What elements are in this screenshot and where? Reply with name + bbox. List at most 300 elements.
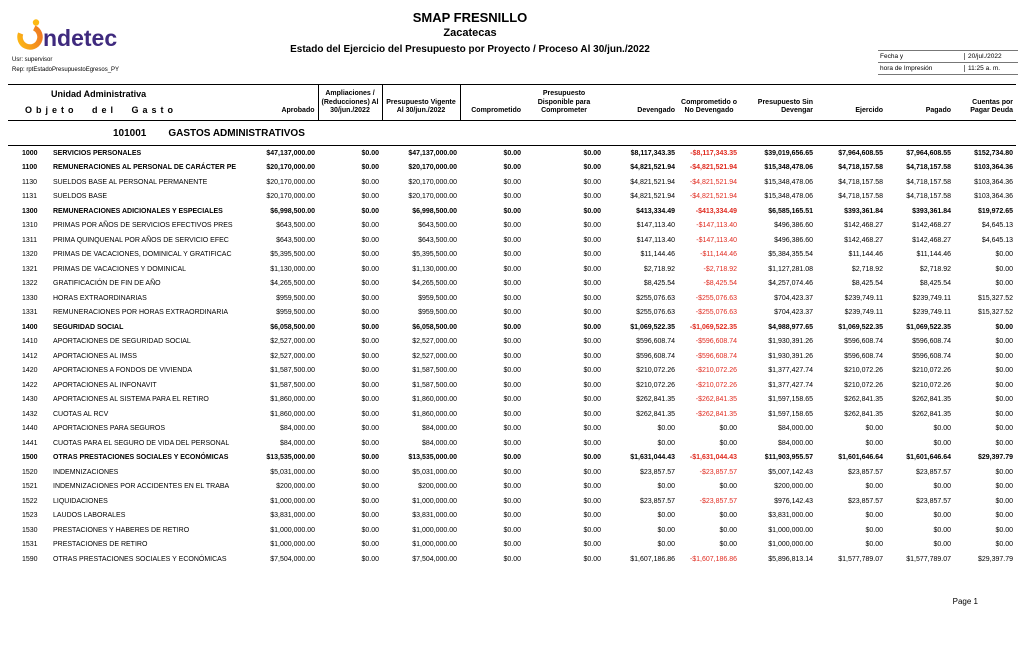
row-value: $0.00 — [995, 497, 1014, 505]
row-value: $0.00 — [361, 149, 380, 157]
row-value: $255,076.63 — [636, 294, 676, 302]
row-value: $704,423.37 — [774, 309, 814, 317]
row-value: $103,364.36 — [974, 178, 1014, 186]
row-code: 1500 — [22, 454, 38, 462]
row-code: 1441 — [22, 439, 38, 447]
row-description: OTRAS PRESTACIONES SOCIALES Y ECONÓMICAS — [53, 555, 227, 563]
row-value: $210,072.26 — [844, 367, 884, 375]
row-value: $0.00 — [995, 396, 1014, 404]
row-code: 1311 — [22, 236, 38, 244]
row-description: APORTACIONES AL SISTEMA PARA EL RETIRO — [53, 396, 209, 404]
print-time-value: 11:25 a. m. — [964, 65, 1018, 72]
row-value: $0.00 — [361, 555, 380, 563]
row-value: $1,000,000.00 — [270, 526, 316, 534]
row-value: $0.00 — [995, 526, 1014, 534]
row-value: -$8,117,343.35 — [690, 149, 738, 157]
row-value: $4,988,977.65 — [768, 323, 814, 331]
row-value: $959,500.00 — [418, 309, 458, 317]
row-value: $23,857.57 — [847, 497, 884, 505]
row-value: $3,831,000.00 — [270, 512, 316, 520]
row-value: $11,144.46 — [848, 251, 884, 259]
col-header-cuentas-por-pagar: Cuentas por Pagar Deuda — [954, 85, 1016, 121]
section-code: 101001 — [113, 127, 147, 139]
row-value: $13,535,000.00 — [408, 454, 458, 462]
row-value: $0.00 — [933, 425, 952, 433]
table-row — [8, 320, 1016, 335]
row-value: $47,137,000.00 — [408, 149, 458, 157]
row-value: $0.00 — [361, 265, 380, 273]
row-value: $20,170,000.00 — [266, 178, 316, 186]
row-value: $0.00 — [865, 439, 884, 447]
col-header-aprobado: Aprobado — [248, 85, 318, 121]
row-value: $0.00 — [583, 280, 602, 288]
row-value: $4,257,074.46 — [768, 280, 814, 288]
row-value: $1,860,000.00 — [270, 410, 316, 418]
row-value: $0.00 — [503, 207, 522, 215]
row-value: $7,964,608.55 — [906, 149, 952, 157]
row-value: $959,500.00 — [276, 309, 316, 317]
row-value: $0.00 — [361, 526, 380, 534]
row-code: 1523 — [22, 512, 38, 520]
row-value: $393,361.84 — [912, 207, 952, 215]
row-description: REMUNERACIONES ADICIONALES Y ESPECIALES — [53, 207, 223, 215]
row-value: $6,058,500.00 — [270, 323, 316, 331]
row-value: -$1,607,186.86 — [689, 555, 738, 563]
row-value: $0.00 — [503, 265, 522, 273]
row-value: -$23,857.57 — [699, 468, 738, 476]
row-value: -$210,072.26 — [695, 367, 738, 375]
row-value: $0.00 — [657, 425, 676, 433]
row-value: $2,527,000.00 — [412, 352, 458, 360]
row-value: $0.00 — [361, 251, 380, 259]
row-value: $200,000.00 — [774, 483, 814, 491]
row-value: $1,597,158.65 — [768, 410, 814, 418]
row-value: $1,000,000.00 — [412, 541, 458, 549]
row-value: $0.00 — [865, 425, 884, 433]
row-value: $20,170,000.00 — [408, 193, 458, 201]
row-code: 1530 — [22, 526, 38, 534]
row-value: $0.00 — [361, 381, 380, 389]
row-value: $210,072.26 — [912, 381, 952, 389]
row-value: -$255,076.63 — [695, 309, 738, 317]
row-value: $0.00 — [503, 164, 522, 172]
row-value: $0.00 — [503, 149, 522, 157]
row-code: 1322 — [22, 280, 38, 288]
row-value: $0.00 — [583, 454, 602, 462]
row-code: 1521 — [22, 483, 38, 491]
row-value: $2,718.92 — [643, 265, 676, 273]
row-value: $0.00 — [583, 425, 602, 433]
row-value: $596,608.74 — [636, 338, 676, 346]
row-value: $239,749.11 — [844, 309, 884, 317]
row-value: $0.00 — [503, 454, 522, 462]
row-value: $1,601,646.64 — [906, 454, 952, 462]
row-value: $23,857.57 — [639, 497, 676, 505]
table-row — [8, 233, 1016, 248]
row-description: LIQUIDACIONES — [53, 497, 108, 505]
row-value: $84,000.00 — [279, 439, 316, 447]
table-row — [8, 175, 1016, 190]
row-code: 1131 — [22, 193, 38, 201]
row-value: $210,072.26 — [844, 381, 884, 389]
row-value: $0.00 — [361, 178, 380, 186]
row-value: $20,170,000.00 — [408, 178, 458, 186]
row-value: -$1,631,044.43 — [689, 454, 738, 462]
row-value: $13,535,000.00 — [266, 454, 316, 462]
col-header-comprometido: Comprometido — [460, 85, 524, 121]
row-value: $0.00 — [583, 497, 602, 505]
row-value: $8,425.54 — [851, 280, 884, 288]
row-value: $0.00 — [657, 439, 676, 447]
table-row — [8, 392, 1016, 407]
row-value: $4,718,157.58 — [906, 164, 952, 172]
row-code: 1130 — [22, 178, 38, 186]
row-value: $1,587,500.00 — [270, 367, 316, 375]
row-value: $0.00 — [995, 251, 1014, 259]
row-value: $0.00 — [865, 483, 884, 491]
row-code: 1520 — [22, 468, 38, 476]
row-code: 1321 — [22, 265, 38, 273]
row-value: $0.00 — [583, 483, 602, 491]
row-value: $239,749.11 — [912, 294, 952, 302]
print-date-value: 20/jul./2022 — [964, 53, 1018, 60]
row-value: $643,500.00 — [276, 236, 316, 244]
report-title: Estado del Ejercicio del Presupuesto por Proyecto / Proceso Al 30/jun./2022 — [290, 44, 650, 55]
row-value: $84,000.00 — [421, 425, 458, 433]
row-value: $1,000,000.00 — [270, 541, 316, 549]
row-value: $1,000,000.00 — [270, 497, 316, 505]
row-value: $0.00 — [361, 236, 380, 244]
row-value: $103,364.36 — [974, 193, 1014, 201]
row-value: $6,998,500.00 — [270, 207, 316, 215]
row-value: $0.00 — [995, 381, 1014, 389]
row-value: $0.00 — [583, 541, 602, 549]
row-value: $0.00 — [503, 338, 522, 346]
row-value: $643,500.00 — [276, 222, 316, 230]
row-value: $147,113.40 — [636, 236, 676, 244]
row-value: $29,397.79 — [977, 555, 1014, 563]
row-value: $1,130,000.00 — [412, 265, 458, 273]
row-value: $0.00 — [503, 468, 522, 476]
row-value: $1,860,000.00 — [270, 396, 316, 404]
table-row — [8, 160, 1016, 175]
row-code: 1531 — [22, 541, 38, 549]
row-value: $0.00 — [361, 193, 380, 201]
row-value: $0.00 — [361, 222, 380, 230]
row-value: $0.00 — [719, 483, 738, 491]
col-header-sin-devengar: Presupuesto Sin Devengar — [740, 85, 816, 121]
row-value: $23,857.57 — [915, 497, 952, 505]
table-row — [8, 305, 1016, 320]
row-value: $29,397.79 — [977, 454, 1014, 462]
row-value: $0.00 — [503, 280, 522, 288]
row-value: $0.00 — [865, 526, 884, 534]
row-value: -$2,718.92 — [703, 265, 738, 273]
row-value: $0.00 — [361, 396, 380, 404]
col-header-ejercido: Ejercido — [816, 85, 886, 121]
entity-title: SMAP FRESNILLO — [412, 10, 528, 25]
row-value: $4,821,521.94 — [630, 164, 676, 172]
row-value: $0.00 — [361, 410, 380, 418]
row-value: $0.00 — [361, 512, 380, 520]
row-code: 1100 — [22, 164, 38, 172]
table-row — [8, 363, 1016, 378]
row-value: $0.00 — [503, 309, 522, 317]
row-value: $596,608.74 — [844, 338, 884, 346]
row-value: $1,607,186.86 — [630, 555, 676, 563]
row-value: $1,587,500.00 — [270, 381, 316, 389]
row-code: 1320 — [22, 251, 38, 259]
section-name: GASTOS ADMINISTRATIVOS — [168, 127, 305, 139]
user-report-info — [12, 56, 119, 75]
row-value: $0.00 — [995, 512, 1014, 520]
table-row — [8, 508, 1016, 523]
state-subtitle: Zacatecas — [443, 27, 497, 39]
row-value: $0.00 — [583, 193, 602, 201]
row-value: $23,857.57 — [639, 468, 676, 476]
row-value: $4,645.13 — [981, 222, 1014, 230]
table-row — [8, 494, 1016, 509]
row-value: $0.00 — [503, 425, 522, 433]
row-code: 1432 — [22, 410, 38, 418]
row-value: $2,718.92 — [851, 265, 884, 273]
logo-text: ndetec — [43, 25, 118, 51]
row-value: $0.00 — [995, 483, 1014, 491]
row-value: $1,631,044.43 — [630, 454, 676, 462]
row-value: $142,468.27 — [844, 236, 884, 244]
row-value: $0.00 — [503, 396, 522, 404]
row-value: $152,734.80 — [974, 149, 1014, 157]
table-row — [8, 247, 1016, 262]
row-value: $0.00 — [503, 178, 522, 186]
row-value: $0.00 — [995, 352, 1014, 360]
row-value: $0.00 — [503, 497, 522, 505]
table-header — [8, 85, 1016, 121]
row-value: $0.00 — [583, 236, 602, 244]
print-time-label: hora de Impresión — [880, 65, 933, 72]
table-row — [8, 276, 1016, 291]
row-value: $262,841.35 — [636, 396, 676, 404]
row-value: $19,972.65 — [977, 207, 1014, 215]
col-header-unidad-administrativa — [8, 85, 248, 121]
table-row — [8, 145, 1016, 160]
row-value: $0.00 — [361, 294, 380, 302]
row-value: $142,468.27 — [912, 222, 952, 230]
row-value: $0.00 — [865, 512, 884, 520]
row-description: REMUNERACIONES AL PERSONAL DE CARÁCTER PE — [53, 164, 237, 172]
row-description: HORAS EXTRAORDINARIAS — [53, 294, 147, 302]
row-value: $0.00 — [583, 323, 602, 331]
row-value: $0.00 — [583, 367, 602, 375]
row-value: $3,831,000.00 — [412, 512, 458, 520]
row-value: $6,998,500.00 — [412, 207, 458, 215]
table-row — [8, 291, 1016, 306]
table-row — [8, 378, 1016, 393]
row-value: $1,860,000.00 — [412, 410, 458, 418]
row-value: $262,841.35 — [912, 410, 952, 418]
row-value: $2,527,000.00 — [270, 338, 316, 346]
row-value: -$23,857.57 — [699, 497, 738, 505]
row-value: $255,076.63 — [636, 309, 676, 317]
row-code: 1522 — [22, 497, 38, 505]
row-value: -$4,821,521.94 — [689, 178, 738, 186]
row-description: APORTACIONES PARA SEGUROS — [53, 425, 166, 433]
row-value: $0.00 — [361, 207, 380, 215]
row-value: $0.00 — [503, 483, 522, 491]
row-value: $0.00 — [995, 439, 1014, 447]
row-code: 1330 — [22, 294, 38, 302]
row-value: $23,857.57 — [915, 468, 952, 476]
row-value: $0.00 — [657, 541, 676, 549]
row-value: $0.00 — [583, 512, 602, 520]
row-value: $0.00 — [503, 381, 522, 389]
row-value: $0.00 — [583, 555, 602, 563]
row-value: $1,000,000.00 — [768, 526, 814, 534]
row-description: SUELDOS BASE — [53, 193, 108, 201]
row-value: $15,348,478.06 — [764, 193, 814, 201]
row-value: $0.00 — [995, 468, 1014, 476]
row-value: $1,577,789.07 — [838, 555, 884, 563]
row-value: $84,000.00 — [777, 425, 814, 433]
row-value: $1,930,391.26 — [768, 338, 814, 346]
row-value: $142,468.27 — [844, 222, 884, 230]
row-value: $47,137,000.00 — [266, 149, 316, 157]
row-code: 1310 — [22, 222, 38, 230]
row-code: 1420 — [22, 367, 38, 375]
row-value: $496,386.60 — [774, 236, 814, 244]
row-value: $5,896,813.14 — [768, 555, 814, 563]
row-value: -$255,076.63 — [695, 294, 738, 302]
row-value: $4,821,521.94 — [630, 193, 676, 201]
row-value: $0.00 — [933, 439, 952, 447]
table-row — [8, 218, 1016, 233]
row-value: $1,587,500.00 — [412, 367, 458, 375]
row-value: $0.00 — [865, 541, 884, 549]
row-value: $147,113.40 — [636, 222, 676, 230]
row-value: $20,170,000.00 — [408, 164, 458, 172]
row-value: $4,265,500.00 — [270, 280, 316, 288]
row-value: $239,749.11 — [912, 309, 952, 317]
row-value: $0.00 — [933, 512, 952, 520]
row-value: $210,072.26 — [636, 381, 676, 389]
row-value: $0.00 — [933, 483, 952, 491]
table-row — [8, 552, 1016, 567]
row-value: $4,645.13 — [981, 236, 1014, 244]
row-value: $210,072.26 — [912, 367, 952, 375]
row-code: 1422 — [22, 381, 38, 389]
row-value: $0.00 — [719, 512, 738, 520]
row-value: $5,395,500.00 — [270, 251, 316, 259]
row-value: $0.00 — [995, 367, 1014, 375]
row-value: $0.00 — [361, 323, 380, 331]
row-value: $0.00 — [583, 294, 602, 302]
row-value: $0.00 — [361, 338, 380, 346]
table-row — [8, 349, 1016, 364]
row-value: $0.00 — [361, 541, 380, 549]
row-value: $7,504,000.00 — [270, 555, 316, 563]
table-row — [8, 204, 1016, 219]
table-row — [8, 479, 1016, 494]
row-value: -$147,113.40 — [696, 222, 738, 230]
row-value: -$413,334.49 — [695, 207, 738, 215]
row-value: $0.00 — [583, 381, 602, 389]
row-value: $0.00 — [503, 410, 522, 418]
row-description: REMUNERACIONES POR HORAS EXTRAORDINARIA — [53, 309, 229, 317]
row-value: $1,069,522.35 — [906, 323, 952, 331]
row-value: $1,601,646.64 — [838, 454, 884, 462]
section-header — [8, 120, 1016, 145]
row-value: $0.00 — [503, 526, 522, 534]
section-header-row — [8, 120, 1016, 145]
row-value: $262,841.35 — [912, 396, 952, 404]
row-value: $0.00 — [361, 367, 380, 375]
row-code: 1410 — [22, 338, 38, 346]
row-value: $1,597,158.65 — [768, 396, 814, 404]
row-value: -$4,821,521.94 — [689, 164, 738, 172]
row-value: $0.00 — [361, 352, 380, 360]
row-description: PRIMAS DE VACACIONES, DOMINICAL Y GRATIFICAC — [53, 251, 232, 259]
row-value: $0.00 — [361, 454, 380, 462]
row-value: $23,857.57 — [847, 468, 884, 476]
row-value: $0.00 — [503, 251, 522, 259]
row-value: $39,019,656.65 — [764, 149, 814, 157]
row-value: -$11,144.46 — [700, 251, 738, 259]
print-date-label: Fecha y — [880, 53, 904, 60]
row-value: $0.00 — [361, 497, 380, 505]
row-value: $1,000,000.00 — [768, 541, 814, 549]
row-value: $1,000,000.00 — [412, 497, 458, 505]
row-value: $11,144.46 — [640, 251, 676, 259]
row-value: $1,069,522.35 — [838, 323, 884, 331]
row-value: $8,425.54 — [643, 280, 676, 288]
row-value: $0.00 — [719, 541, 738, 549]
row-value: $0.00 — [583, 309, 602, 317]
row-value: $0.00 — [583, 468, 602, 476]
row-value: $0.00 — [583, 352, 602, 360]
table-row — [8, 189, 1016, 204]
row-value: $0.00 — [583, 251, 602, 259]
report-header — [0, 10, 1024, 55]
row-value: $1,127,281.08 — [768, 265, 814, 273]
table-row — [8, 262, 1016, 277]
row-value: $84,000.00 — [421, 439, 458, 447]
row-value: $6,585,165.51 — [768, 207, 814, 215]
row-description: INDEMNIZACIONES — [53, 468, 119, 476]
row-value: $210,072.26 — [636, 367, 676, 375]
row-value: $643,500.00 — [418, 222, 458, 230]
col-header-devengado: Devengado — [604, 85, 678, 121]
row-value: $0.00 — [503, 512, 522, 520]
row-value: $0.00 — [995, 425, 1014, 433]
row-value: $7,504,000.00 — [412, 555, 458, 563]
row-value: $0.00 — [583, 439, 602, 447]
row-value: $4,718,157.58 — [906, 178, 952, 186]
row-value: $0.00 — [361, 439, 380, 447]
row-value: $4,718,157.58 — [838, 178, 884, 186]
row-value: $0.00 — [503, 193, 522, 201]
row-code: 1440 — [22, 425, 38, 433]
row-value: $1,130,000.00 — [270, 265, 316, 273]
row-code: 1400 — [22, 323, 38, 331]
row-value: $0.00 — [583, 207, 602, 215]
table-row — [8, 436, 1016, 451]
table-row — [8, 523, 1016, 538]
row-value: $643,500.00 — [418, 236, 458, 244]
row-value: $5,031,000.00 — [412, 468, 458, 476]
row-description: APORTACIONES DE SEGURIDAD SOCIAL — [53, 338, 191, 346]
row-description: CUOTAS AL RCV — [53, 410, 109, 418]
row-value: $200,000.00 — [276, 483, 316, 491]
